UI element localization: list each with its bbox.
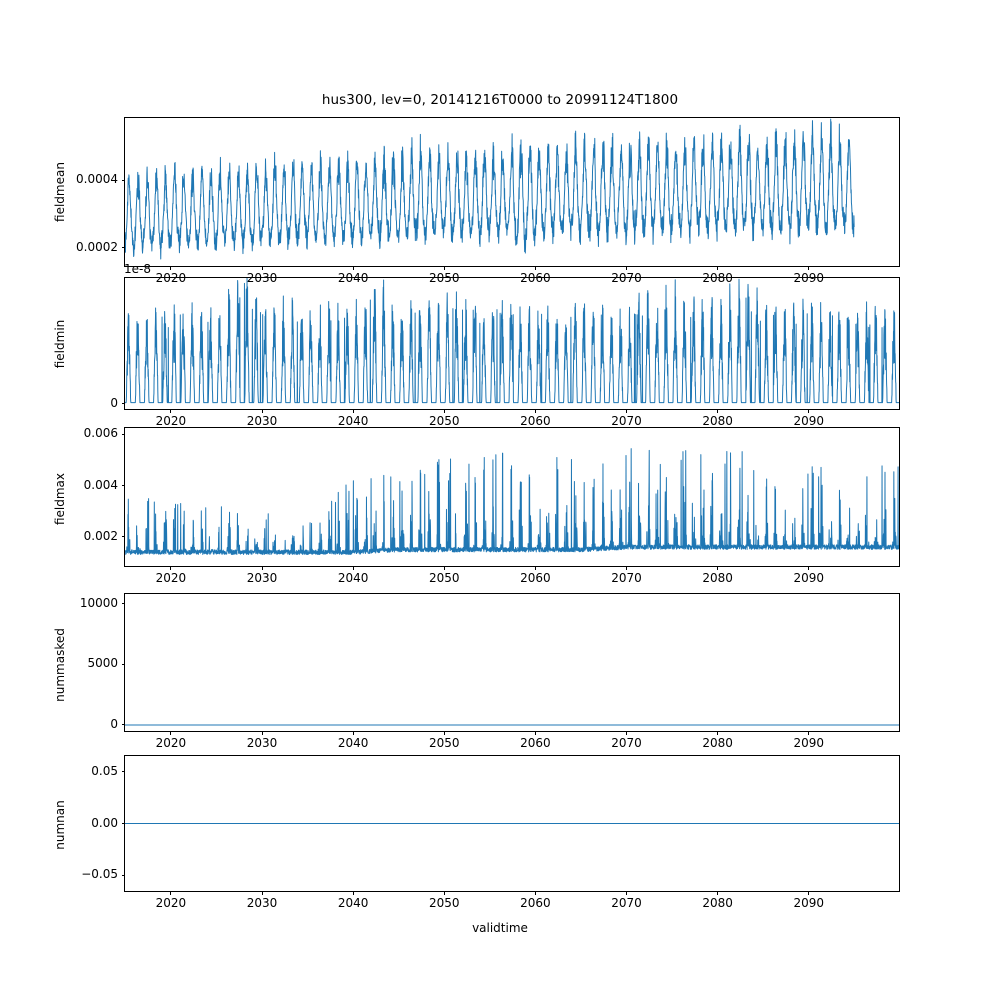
y-tickmark (122, 536, 126, 537)
x-tick-label: 2050 (429, 896, 460, 910)
x-tick-label: 2050 (429, 571, 460, 585)
x-tickmark (170, 266, 171, 270)
x-tick-label: 2040 (337, 571, 369, 585)
x-tick-label: 2060 (520, 736, 551, 750)
x-tickmark (444, 731, 445, 735)
x-tickmark (535, 891, 536, 895)
x-tickmark (444, 266, 445, 270)
x-tick-label: 2080 (702, 736, 733, 750)
x-tick-label: 2060 (520, 271, 551, 285)
x-tickmark (808, 566, 809, 570)
ylabel-fieldmin: fieldmin (53, 319, 67, 369)
y-tickmark (122, 403, 126, 404)
x-tickmark (170, 731, 171, 735)
y-tick-label: 0 (110, 395, 118, 410)
ylabel-fieldmax: fieldmax (53, 472, 67, 526)
x-tick-label: 2040 (337, 736, 369, 750)
x-tick-label: 2040 (337, 414, 369, 428)
x-tickmark (262, 891, 263, 895)
x-tickmark (353, 731, 354, 735)
x-tick-label: 2090 (793, 414, 825, 428)
x-tick-label: 2090 (793, 571, 825, 585)
y-tick-label: 5000 (87, 656, 118, 671)
x-tickmark (717, 409, 718, 413)
x-tickmark (808, 731, 809, 735)
x-tickmark (353, 566, 354, 570)
y-tick-label: 0.004 (83, 477, 118, 492)
x-tick-label: 2060 (520, 414, 551, 428)
y-tickmark (122, 664, 126, 665)
offset-text-fieldmin: 1e-8 (124, 262, 151, 276)
x-tickmark (808, 891, 809, 895)
x-tick-label: 2030 (246, 896, 278, 910)
x-tick-label: 2030 (246, 736, 278, 750)
y-tick-label: 0.0004 (76, 172, 118, 187)
subplot-numnan (124, 755, 900, 892)
y-tick-label: 0.0002 (76, 239, 118, 254)
x-tick-label: 2020 (155, 414, 187, 428)
x-tick-label: 2060 (520, 896, 551, 910)
series-line-fieldmax (125, 428, 899, 566)
x-tickmark (535, 409, 536, 413)
x-tickmark (808, 266, 809, 270)
x-tickmark (717, 566, 718, 570)
y-tickmark (122, 180, 126, 181)
x-tick-label: 2050 (429, 414, 460, 428)
x-tick-label: 2070 (611, 414, 642, 428)
x-tickmark (262, 409, 263, 413)
y-tickmark (122, 247, 126, 248)
x-tick-label: 2020 (155, 896, 187, 910)
x-tickmark (262, 566, 263, 570)
x-tick-label: 2020 (155, 571, 187, 585)
y-tick-label: 0.006 (83, 426, 118, 441)
x-tickmark (717, 891, 718, 895)
series-line-nummasked (125, 594, 899, 731)
x-tickmark (353, 409, 354, 413)
x-tick-label: 2050 (429, 736, 460, 750)
x-tickmark (353, 891, 354, 895)
y-tickmark (122, 434, 126, 435)
xlabel-validtime: validtime (472, 921, 528, 935)
x-tick-label: 2020 (155, 736, 187, 750)
x-tickmark (353, 266, 354, 270)
subplot-fieldmax (124, 427, 900, 567)
x-tick-label: 2090 (793, 896, 825, 910)
x-tick-label: 2070 (611, 271, 642, 285)
x-tick-label: 2080 (702, 271, 733, 285)
x-tick-label: 2090 (793, 736, 825, 750)
x-tickmark (535, 266, 536, 270)
x-tickmark (444, 409, 445, 413)
x-tick-label: 2070 (611, 571, 642, 585)
x-tickmark (170, 566, 171, 570)
x-tickmark (444, 891, 445, 895)
ylabel-fieldmean: fieldmean (53, 162, 67, 222)
x-tickmark (170, 891, 171, 895)
y-tickmark (122, 724, 126, 725)
y-tick-label: 0.05 (91, 763, 118, 778)
x-tickmark (717, 266, 718, 270)
x-tickmark (626, 266, 627, 270)
series-line-fieldmean (125, 118, 899, 266)
x-tickmark (170, 409, 171, 413)
y-tickmark (122, 875, 126, 876)
x-tickmark (626, 891, 627, 895)
x-tickmark (535, 566, 536, 570)
x-tick-label: 2030 (246, 271, 278, 285)
x-tick-label: 2050 (429, 271, 460, 285)
y-tick-label: −0.05 (81, 867, 118, 882)
subplot-nummasked (124, 593, 900, 732)
series-line-fieldmin (125, 278, 899, 409)
x-tick-label: 2030 (246, 571, 278, 585)
x-tickmark (262, 731, 263, 735)
x-tickmark (444, 566, 445, 570)
y-tick-label: 0.00 (91, 815, 118, 830)
x-tickmark (626, 731, 627, 735)
y-tickmark (122, 603, 126, 604)
x-tick-label: 2080 (702, 571, 733, 585)
y-tickmark (122, 823, 126, 824)
x-tick-label: 2040 (337, 271, 369, 285)
x-tick-label: 2070 (611, 736, 642, 750)
x-tick-label: 2090 (793, 271, 825, 285)
x-tickmark (626, 409, 627, 413)
x-tick-label: 2080 (702, 414, 733, 428)
x-tick-label: 2080 (702, 896, 733, 910)
x-tick-label: 2060 (520, 571, 551, 585)
chart-title: hus300, lev=0, 20141216T0000 to 20991124T1800 (321, 92, 679, 108)
x-tick-label: 2020 (155, 271, 187, 285)
y-tick-label: 10000 (79, 595, 118, 610)
x-tickmark (717, 731, 718, 735)
y-tick-label: 0.002 (83, 528, 118, 543)
x-tickmark (535, 731, 536, 735)
subplot-fieldmin (124, 277, 900, 410)
y-tickmark (122, 485, 126, 486)
x-tick-label: 2070 (611, 896, 642, 910)
x-tick-label: 2040 (337, 896, 369, 910)
x-tickmark (808, 409, 809, 413)
subplot-fieldmean (124, 117, 900, 267)
ylabel-numnan: numnan (53, 800, 67, 850)
x-tickmark (262, 266, 263, 270)
series-line-numnan (125, 756, 899, 891)
y-tickmark (122, 771, 126, 772)
x-tick-label: 2030 (246, 414, 278, 428)
y-tick-label: 0 (110, 716, 118, 731)
ylabel-nummasked: nummasked (53, 628, 67, 702)
x-tickmark (626, 566, 627, 570)
